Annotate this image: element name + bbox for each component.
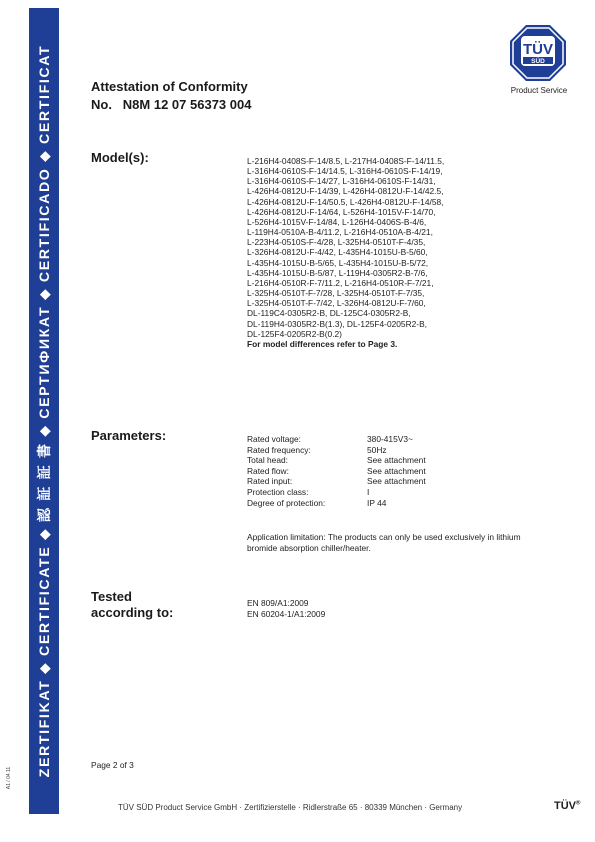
model-line: L-216H4-0408S-F-14/8.5, L-217H4-0408S-F-14/11.5, xyxy=(247,156,445,166)
side-band-text: ZERTIFIKAT ◆ CERTIFICATE ◆ 認 証 証 書 ◆ СЕРТИФИКАТ ◆ CERTIFICADO ◆ CERTIFICAT xyxy=(37,44,53,778)
param-value: IP 44 xyxy=(367,497,387,508)
footer-logo-text: TÜV xyxy=(554,800,576,812)
param-name: Rated flow: xyxy=(247,465,289,476)
standard-item: EN 809/A1:2009 xyxy=(247,598,309,608)
param-row-total-head xyxy=(247,455,426,466)
param-value: See attachment xyxy=(367,455,426,466)
tested-label-line2: according to: xyxy=(91,605,174,620)
model-line: L-325H4-0510T-F-7/42, L-326H4-0812U-F-7/60, xyxy=(247,298,426,309)
tested-label xyxy=(91,589,173,621)
model-line: L-316H4-0610S-F-14/27, L-316H4-0610S-F-14/31, xyxy=(247,176,436,187)
standard-item: EN 60204-1/A1:2009 xyxy=(247,609,326,619)
param-row-rated-voltage xyxy=(247,434,426,445)
standards-list xyxy=(247,598,325,620)
model-line: L-435H4-1015U-B-5/65, L-435H4-1015U-B-5/72, xyxy=(247,257,429,268)
form-code: A1 / 04.11 xyxy=(6,766,12,790)
param-row-degree-of-protection xyxy=(247,498,426,509)
model-line: L-216H4-0510R-F-7/11.2, L-216H4-0510R-F-7/21, xyxy=(247,277,434,288)
model-line: L-426H4-0812U-F-14/64, L-526H4-1015V-F-14/70, xyxy=(247,206,436,217)
model-line: L-325H4-0510T-F-7/28, L-325H4-0510T-F-7/35, xyxy=(247,288,425,299)
param-name: Rated input: xyxy=(247,476,293,487)
param-name: Total head: xyxy=(247,455,288,466)
param-row-rated-flow xyxy=(247,466,426,477)
tuv-sud-logo xyxy=(509,24,567,82)
logo-top-text: TÜV xyxy=(523,41,553,58)
model-line: DL-119C4-0305R2-B, DL-125C4-0305R2-B, xyxy=(247,308,411,319)
registered-mark: ® xyxy=(576,800,581,807)
param-row-rated-frequency xyxy=(247,445,426,456)
application-limitation: Application limitation: The products can only be used exclusively in lithium bromide absorption chiller/heater. xyxy=(247,532,521,553)
models-label: Model(s): xyxy=(91,150,149,165)
tested-label-line1: Tested xyxy=(91,589,132,604)
model-line: L-426H4-0812U-F-14/50.5, L-426H4-0812U-F-14/58, xyxy=(247,196,444,207)
model-line: L-316H4-0610S-F-14/14.5, L-316H4-0610S-F-14/19, xyxy=(247,166,443,177)
models-list xyxy=(247,156,547,349)
page-number: Page 2 of 3 xyxy=(91,760,134,770)
param-name: Rated voltage: xyxy=(247,434,302,444)
number-label: No. xyxy=(91,97,112,112)
param-row-rated-input xyxy=(247,476,426,487)
document-title: Attestation of Conformity xyxy=(91,79,248,94)
param-value: See attachment xyxy=(367,476,426,487)
model-line: L-223H4-0510S-F-4/28, L-325H4-0510T-F-4/35, xyxy=(247,237,426,248)
param-name: Degree of protection: xyxy=(247,497,326,508)
footer-address: TÜV SÜD Product Service GmbH · Zertifizierstelle · Ridlerstraße 65 · 80339 München · Germany xyxy=(118,803,463,812)
model-line: L-526H4-1015V-F-14/84, L-126H4-0406S-B-4/6, xyxy=(247,216,427,227)
param-name: Rated frequency: xyxy=(247,444,311,455)
logo-caption: Product Service xyxy=(510,86,568,95)
model-line: L-326H4-0812U-F-4/42, L-435H4-1015U-B-5/60, xyxy=(247,247,428,258)
param-name: Protection class: xyxy=(247,486,309,497)
param-value: 380-415V3~ xyxy=(367,434,413,444)
param-value: 50Hz xyxy=(367,444,387,455)
model-line: DL-119H4-0305R2-B(1.3), DL-125F4-0205R2-B, xyxy=(247,318,427,329)
param-value: See attachment xyxy=(367,465,426,476)
footer-logo xyxy=(554,800,580,812)
parameters-table xyxy=(247,434,426,508)
param-row-protection-class xyxy=(247,487,426,498)
parameters-label: Parameters: xyxy=(91,428,167,443)
number-value: N8M 12 07 56373 004 xyxy=(122,97,252,112)
model-differences-note: For model differences refer to Page 3. xyxy=(247,338,398,349)
model-line: L-119H4-0510A-B-4/11.2, L-216H4-0510A-B-4/21, xyxy=(247,227,433,238)
certificate-number xyxy=(91,97,251,112)
model-line: L-435H4-1015U-B-5/87, L-119H4-0305R2-B-7/6, xyxy=(247,267,428,278)
model-line: DL-125F4-0205R2-B(0.2) xyxy=(247,328,342,339)
model-line: L-426H4-0812U-F-14/39, L-426H4-0812U-F-14/42.5, xyxy=(247,186,444,197)
param-value: I xyxy=(367,486,370,497)
logo-bottom-text: SÜD xyxy=(531,58,545,65)
